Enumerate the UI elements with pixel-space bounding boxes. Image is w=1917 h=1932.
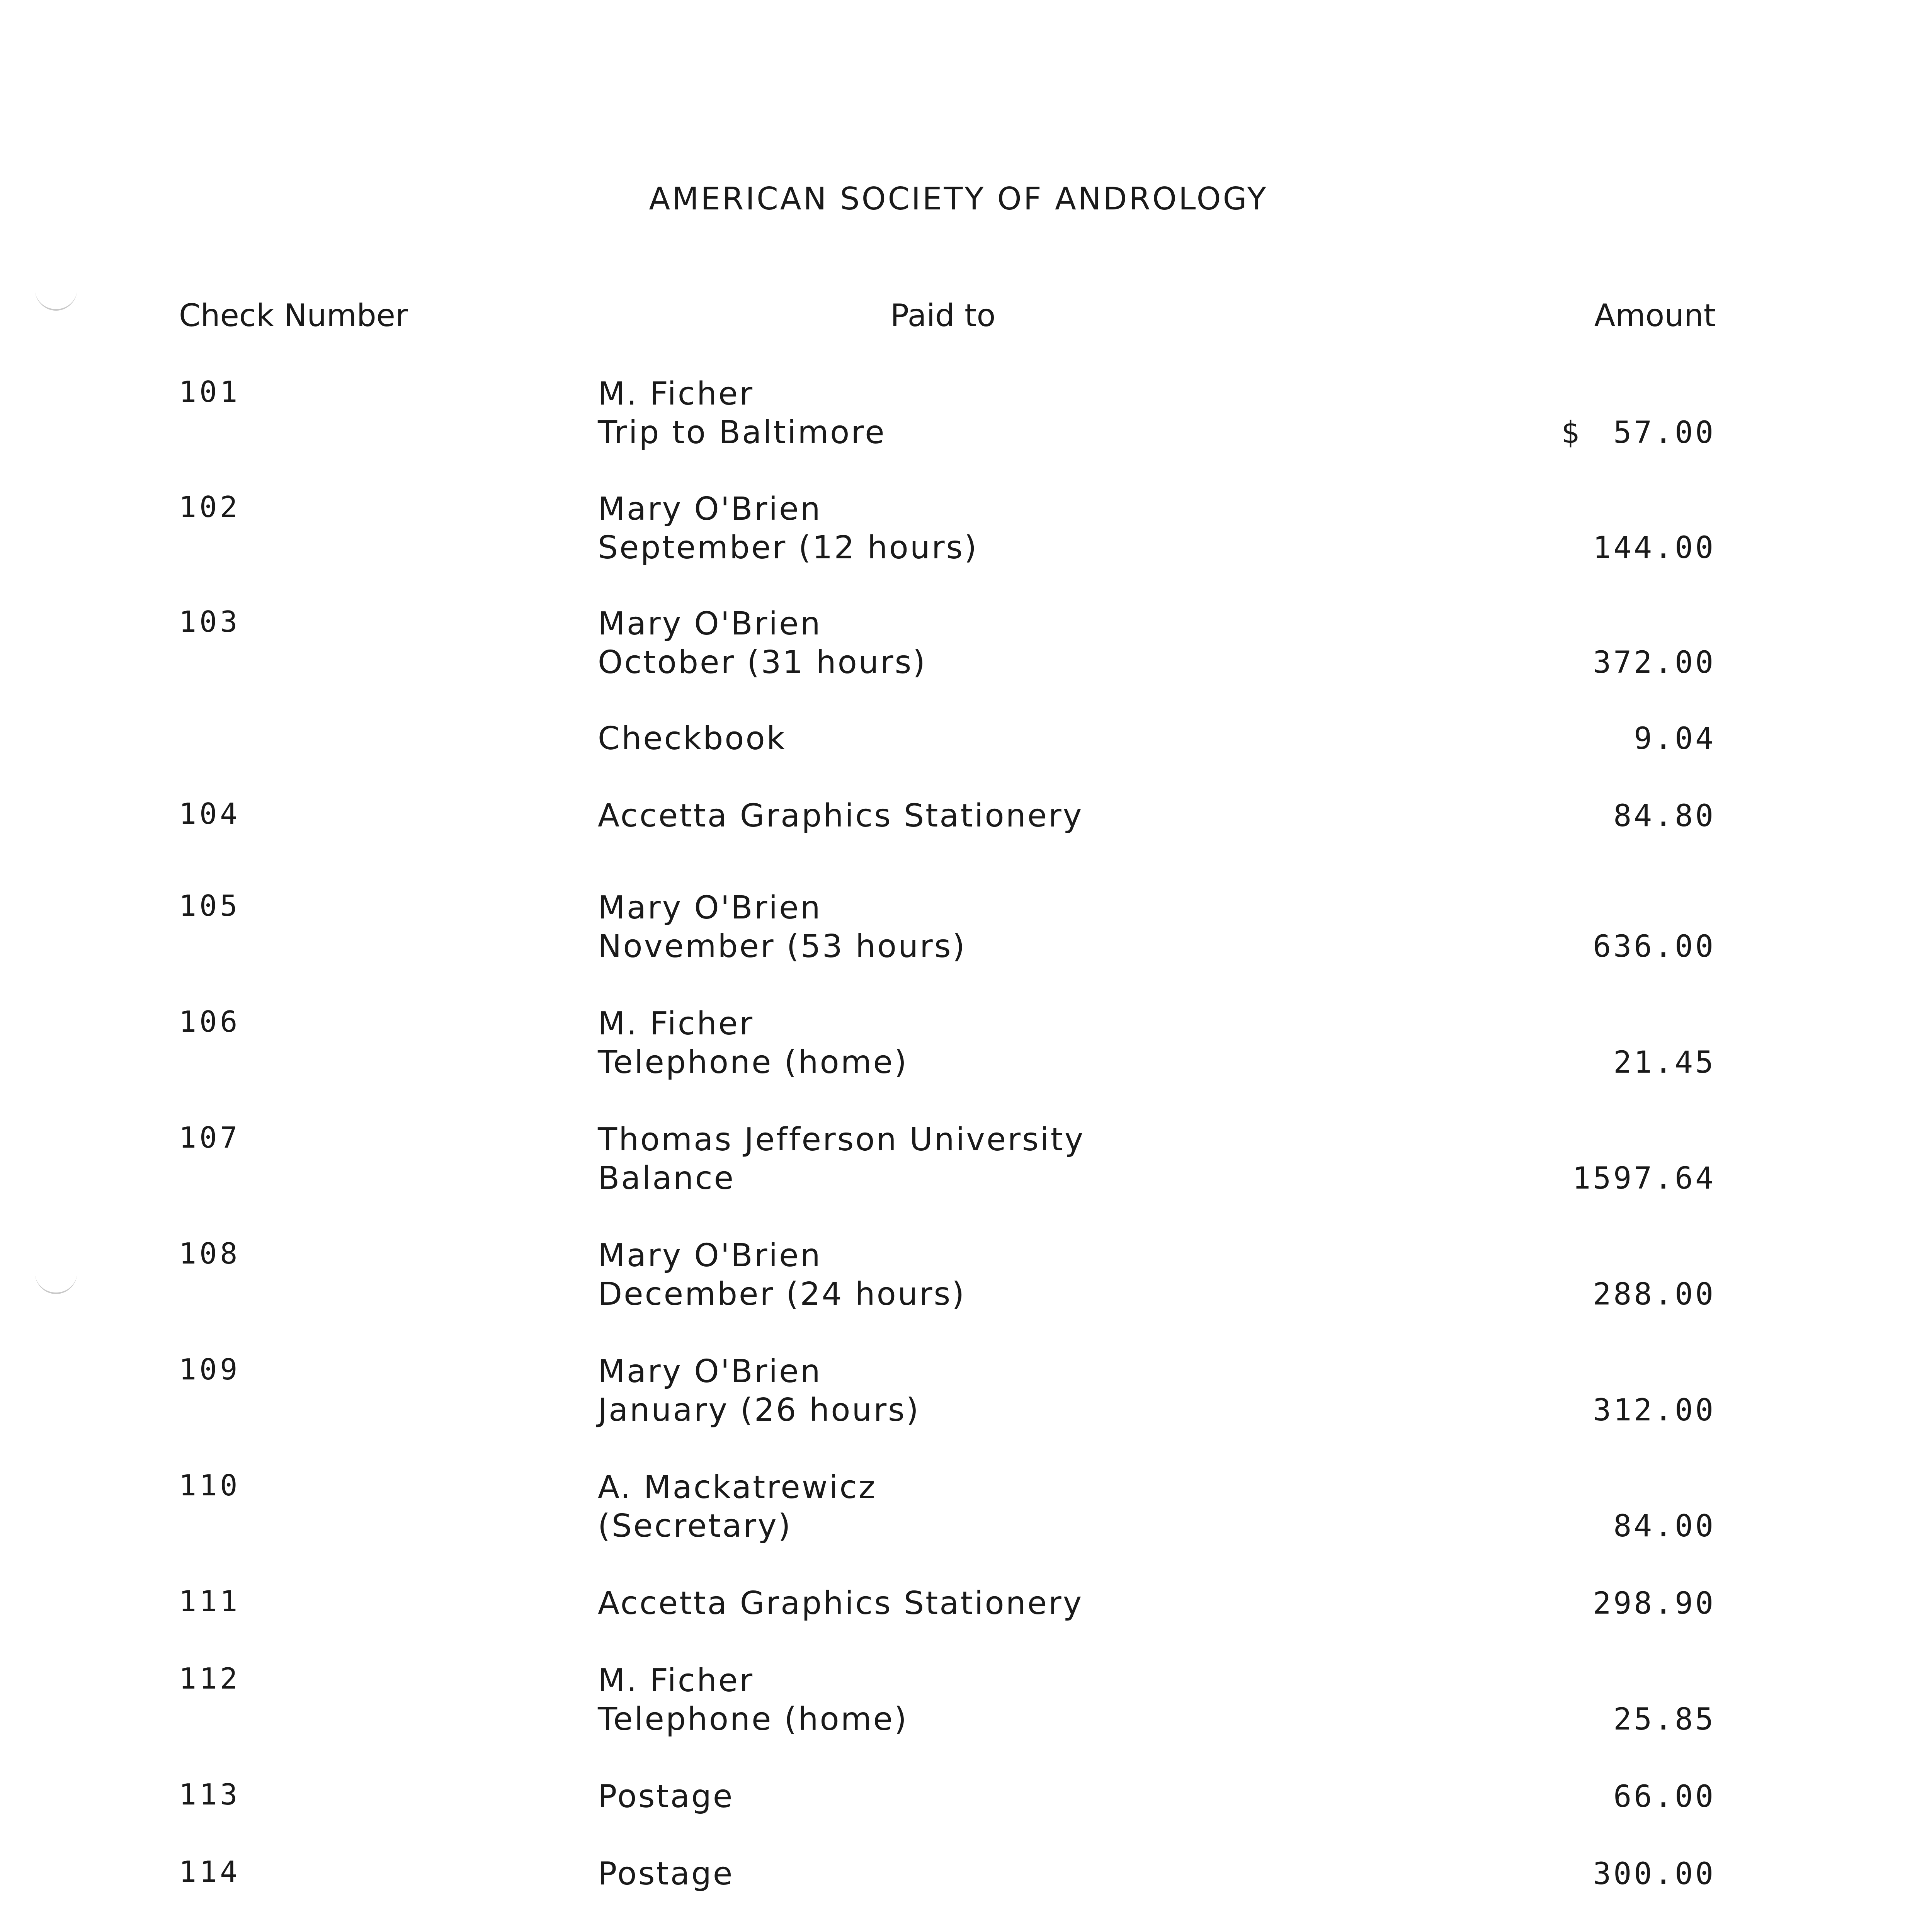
payee-line: Accetta Graphics Stationery [598, 1585, 1084, 1622]
payee [598, 797, 1083, 835]
payee-line: Postage [598, 1855, 734, 1892]
payee-line: Postage [598, 1778, 734, 1815]
punch-hole-mark [35, 1250, 77, 1294]
amount: 84.00 [1613, 1509, 1716, 1544]
payee-line: M. Ficher [598, 376, 754, 412]
amount: 25.85 [1613, 1702, 1716, 1737]
payee-line: Telephone (home) [598, 1044, 908, 1081]
punch-hole-mark [35, 267, 77, 311]
document-title: AMERICAN SOCIETY OF ANDROLOGY [649, 181, 1268, 217]
payee [598, 1855, 734, 1893]
check-number: 103 [179, 605, 241, 639]
payee-line: Balance [598, 1160, 735, 1197]
payee-line: Checkbook [598, 720, 787, 757]
payee-line: Mary O'Brien [598, 491, 822, 527]
payee-line: Mary O'Brien [598, 1237, 822, 1274]
payee-line: Mary O'Brien [598, 1353, 822, 1390]
payee-line: Thomas Jefferson University [598, 1121, 1085, 1158]
amount: 312.00 [1593, 1393, 1716, 1428]
amount: 636.00 [1593, 929, 1716, 964]
amount: 298.90 [1593, 1586, 1716, 1621]
check-number: 105 [179, 889, 241, 923]
payee [598, 1662, 908, 1739]
payee-line: January (26 hours) [598, 1392, 920, 1429]
payee-line: Mary O'Brien [598, 605, 822, 642]
currency-symbol: $ [1561, 415, 1579, 450]
check-number: 102 [179, 490, 241, 524]
check-number: 104 [179, 797, 241, 831]
payee [598, 889, 966, 966]
amount: 66.00 [1613, 1779, 1716, 1814]
payee-line: Mary O'Brien [598, 889, 822, 926]
payee-line: September (12 hours) [598, 529, 978, 566]
payee [598, 375, 886, 452]
amount: 144.00 [1593, 531, 1716, 565]
amount: 1597.64 [1572, 1161, 1716, 1196]
check-number: 107 [179, 1121, 241, 1155]
payee-line: December (24 hours) [598, 1276, 966, 1313]
payee-line: M. Ficher [598, 1662, 754, 1699]
check-number: 110 [179, 1468, 241, 1502]
payee-line: Trip to Baltimore [598, 414, 886, 451]
payee [598, 719, 786, 758]
payee [598, 1468, 877, 1546]
check-number: 109 [179, 1352, 241, 1386]
payee [598, 605, 927, 682]
payee [598, 1584, 1083, 1623]
amount: 372.00 [1593, 645, 1716, 680]
payee [598, 1121, 1085, 1198]
check-number: 114 [179, 1855, 241, 1889]
amount: 288.00 [1593, 1277, 1716, 1312]
payee [598, 1005, 908, 1082]
amount: 21.45 [1613, 1045, 1716, 1080]
payee-line: M. Ficher [598, 1005, 754, 1042]
column-header-amount: Amount [1594, 298, 1716, 333]
payee-line: Telephone (home) [598, 1701, 908, 1738]
check-number: 106 [179, 1005, 241, 1039]
payee-line: Accetta Graphics Stationery [598, 798, 1084, 834]
amount: 57.00 [1613, 415, 1716, 450]
column-header-check-number: Check Number [179, 298, 408, 333]
payee-line: October (31 hours) [598, 644, 927, 681]
check-number: 111 [179, 1584, 241, 1618]
amount: 84.80 [1613, 799, 1716, 833]
check-number: 113 [179, 1777, 241, 1811]
payee-line: A. Mackatrewicz [598, 1469, 877, 1506]
payee [598, 1777, 734, 1816]
amount: 300.00 [1593, 1857, 1716, 1891]
payee [598, 1236, 966, 1314]
check-number: 101 [179, 375, 241, 409]
check-number: 108 [179, 1236, 241, 1270]
payee-line: November (53 hours) [598, 928, 966, 965]
payee [598, 490, 978, 567]
payee [598, 1352, 920, 1430]
payee-line: (Secretary) [598, 1508, 792, 1544]
check-number: 112 [179, 1662, 241, 1696]
amount: 9.04 [1634, 721, 1716, 756]
column-header-paid-to: Paid to [890, 298, 996, 333]
